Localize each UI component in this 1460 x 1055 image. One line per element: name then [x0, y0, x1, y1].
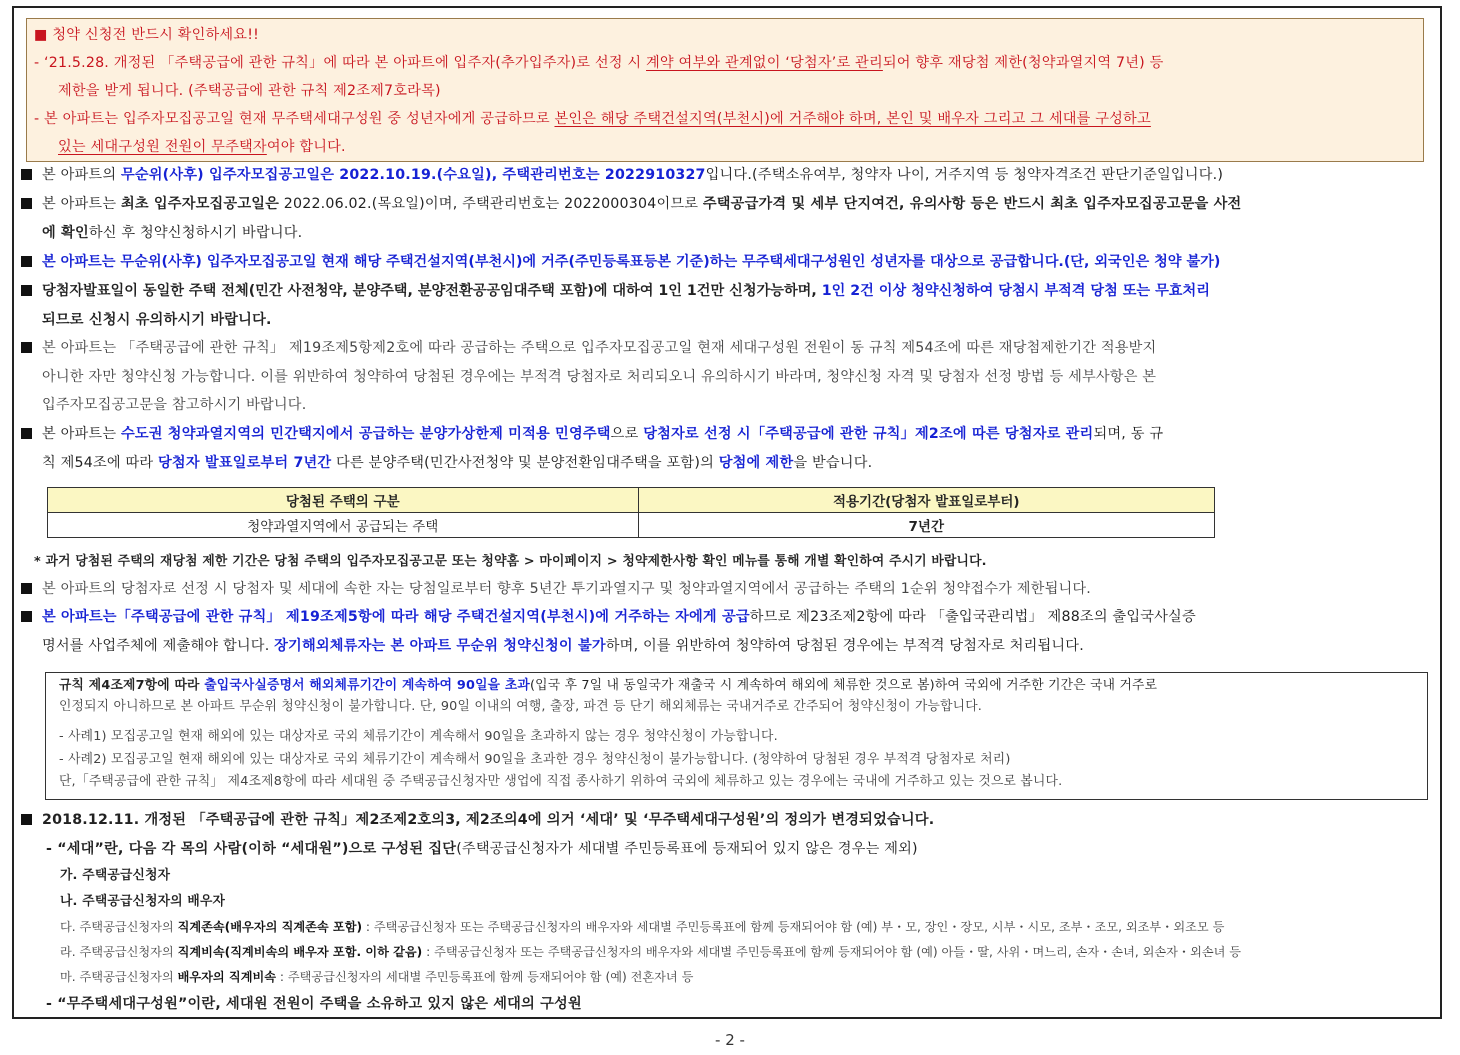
table-header-period: 적용기간(당첨자 발표일로부터)	[638, 488, 1214, 513]
bullet-square-icon	[21, 342, 32, 353]
paragraph-rewin-limit-2: 아니한 자만 청약신청 가능합니다. 이를 위반하여 청약하여 당첨된 경우에는 부적격 당첨자로 처리되오니 유의하시기 바라며, 청약신청 자격 및 당첨자 선정 방법 등 세부사항은 본	[42, 369, 1157, 385]
household-item-ma: 마. 주택공급신청자의 배우자의 직계비속 : 주택공급신청자의 세대별 주민등록표에 함께 등재되어야 함 (예) 전혼자녀 등	[60, 970, 694, 984]
bullet-square-icon	[21, 428, 32, 439]
household-item-na: 나. 주택공급신청자의 배우자	[60, 894, 226, 909]
paragraph-recruitment-date: 본 아파트의 무순위(사후) 입주자모집공고일은 2022.10.19.(수요일), 주택관리번호는 2022910327입니다.(주택소유여부, 청약자 나이, 거주지역 등 청약자격조건 판단기준일입니다.)	[21, 165, 1223, 185]
bullet-square-icon	[21, 611, 32, 622]
bullet-square-icon	[21, 285, 32, 296]
table-header-row	[48, 488, 1215, 513]
notice-title: ■ 청약 신청전 반드시 확인하세요!!	[34, 27, 259, 43]
household-item-da: 다. 주택공급신청자의 직계존속(배우자의 직계존속 포함) : 주택공급신청자 또는 주택공급신청자의 배우자와 세대별 주민등록표에 함께 등재되어야 함 (예) 부・모, 장인・장모, 시부・시모, 조부・조모, 외조부・외조모 등	[60, 920, 1225, 934]
table-header-category: 당첨된 주택의 구분	[48, 488, 639, 513]
rules-exception: 단,「주택공급에 관한 규칙」 제4조제8항에 따라 세대원 중 주택공급신청자만 생업에 직접 종사하기 위하여 국외에 체류하고 있는 경우에는 국내에 거주하고 있는 것으로 봅니다.	[59, 774, 1063, 789]
paragraph-household-definition: 2018.12.11. 개정된 「주택공급에 관한 규칙」제2조제2호의3, 제2조의4에 의거 ‘세대’ 및 ‘무주택세대구성원’의 정의가 변경되었습니다.	[21, 810, 934, 830]
rules-case-2: - 사례2) 모집공고일 현재 해외에 있는 대상자로 국외 체류기간이 계속해서 90일을 초과한 경우 청약신청이 불가능합니다. (청약하여 당첨된 경우 부적격 당첨자로 처리)	[59, 752, 1011, 767]
paragraph-initial-notice-cont: 에 확인하신 후 청약신청하시기 바랍니다.	[42, 225, 303, 241]
notice-line-2: 제한을 받게 됩니다. (주택공급에 관한 규칙 제2조제7호라목)	[58, 83, 441, 99]
footnote-past-win: * 과거 당첨된 주택의 재당첨 제한 기간은 당첨 주택의 입주자모집공고문 또는 청약홈 > 마이페이지 > 청약제한사항 확인 메뉴를 통해 개별 확인하여 주시기 바랍니다.	[34, 554, 987, 569]
rewin-period-table	[47, 487, 1215, 538]
bullet-square-icon	[21, 169, 32, 180]
paragraph-initial-notice: 본 아파트는 최초 입주자모집공고일은 2022.06.02.(목요일)이며, 주택관리번호는 2022000304이므로 주택공급가격 및 세부 단지여건, 유의사항 등은 반드시 최초 입주자모집공고문을 사전	[21, 194, 1241, 214]
paragraph-eligibility: 본 아파트는 무순위(사후) 입주자모집공고일 현재 해당 주택건설지역(부천시)에 거주(주민등록표등본 기준)하는 무주택세대구성원인 성년자를 대상으로 공급합니다.(단, 외국인은 청약 불가)	[21, 252, 1220, 272]
paragraph-rewin-limit-3: 입주자모집공고문을 참고하시기 바랍니다.	[42, 397, 307, 413]
paragraph-residence-cont: 명서를 사업주체에 제출해야 합니다. 장기해외체류자는 본 아파트 무순위 청약신청이 불가하며, 이를 위반하여 청약하여 당첨된 경우에는 부적격 당첨자로 처리됩니다.	[42, 638, 1084, 654]
paragraph-first-rank-limit: 본 아파트의 당첨자로 선정 시 당첨자 및 세대에 속한 자는 당첨일로부터 향후 5년간 투기과열지구 및 청약과열지역에서 공급하는 주택의 1순위 청약접수가 제한됩니다.	[21, 579, 1091, 599]
household-item-ra: 라. 주택공급신청자의 직계비속(직계비속의 배우자 포함. 이하 같음) : 주택공급신청자 또는 주택공급신청자의 배우자와 세대별 주민등록표에 함께 등재되어야 함 (예) 아들・딸, 사위・며느리, 손자・손녀, 외손자・외손녀 등	[60, 945, 1242, 959]
paragraph-rewin-limit: 본 아파트는 「주택공급에 관한 규칙」 제19조제5항제2호에 따라 공급하는 주택으로 입주자모집공고일 현재 세대구성원 전원이 동 규칙 제54조에 따른 재당첨제한기간 적용받지	[21, 338, 1156, 358]
paragraph-metropolitan: 본 아파트는 수도권 청약과열지역의 민간택지에서 공급하는 분양가상한제 미적용 민영주택으로 당첨자로 선정 시「주택공급에 관한 규칙」제2조에 따른 당첨자로 관리되며, 동 규	[21, 424, 1163, 444]
bullet-square-icon	[21, 583, 32, 594]
table-cell-category: 청약과열지역에서 공급되는 주택	[48, 513, 639, 538]
notice-line-3: - 본 아파트는 입주자모집공고일 현재 무주택세대구성원 중 성년자에게 공급하므로 본인은 해당 주택건설지역(부천시)에 거주해야 하며, 본인 및 배우자 그리고 그 세대를 구성하고	[34, 111, 1151, 127]
rules-case-1: - 사례1) 모집공고일 현재 해외에 있는 대상자로 국외 체류기간이 계속해서 90일을 초과하지 않는 경우 청약신청이 가능합니다.	[59, 729, 778, 744]
table-row	[48, 513, 1215, 538]
non-homeowner-definition: - “무주택세대구성원”이란, 세대원 전원이 주택을 소유하고 있지 않은 세대의 구성원	[46, 996, 582, 1012]
paragraph-one-application-cont: 되므로 신청시 유의하시기 바랍니다.	[42, 312, 272, 328]
table-cell-period: 7년간	[638, 513, 1214, 538]
paragraph-one-application: 당첨자발표일이 동일한 주택 전체(민간 사전청약, 분양주택, 분양전환공공임대주택 포함)에 대하여 1인 1건만 신청가능하며, 1인 2건 이상 청약신청하여 당첨시 부적격 당첨 또는 무효처리	[21, 281, 1210, 301]
bullet-square-icon	[21, 814, 32, 825]
bullet-square-icon	[21, 198, 32, 209]
notice-line-1: - ‘21.5.28. 개정된 「주택공급에 관한 규칙」에 따라 본 아파트에 입주자(추가입주자)로 선정 시 계약 여부와 관계없이 ‘당첨자’로 관리되어 향후 재당첨 제한(청약과열지역 7년) 등	[34, 55, 1164, 71]
notice-line-4: 있는 세대구성원 전원이 무주택자여야 합니다.	[58, 139, 346, 155]
bullet-square-icon	[21, 256, 32, 267]
rules-line-1: 규칙 제4조제7항에 따라 출입국사실증명서 해외체류기간이 계속하여 90일을 초과(입국 후 7일 내 동일국가 재출국 시 계속하여 해외에 체류한 것으로 봄)하여 국외에 거주한 기간은 국내 거주로	[59, 678, 1158, 693]
paragraph-metropolitan-cont: 칙 제54조에 따라 당첨자 발표일로부터 7년간 다른 분양주택(민간사전청약 및 분양전환임대주택을 포함)의 당첨에 제한을 받습니다.	[42, 455, 873, 471]
household-item-ga: 가. 주택공급신청자	[60, 868, 171, 883]
rules-line-2: 인정되지 아니하므로 본 아파트 무순위 청약신청이 불가합니다. 단, 90일 이내의 여행, 출장, 파견 등 단기 해외체류는 국내거주로 간주되어 청약신청이 가능합니다.	[59, 699, 983, 714]
page-number: - 2 -	[715, 1031, 745, 1049]
paragraph-residence: 본 아파트는「주택공급에 관한 규칙」 제19조제5항에 따라 해당 주택건설지역(부천시)에 거주하는 자에게 공급하므로 제23조제2항에 따라 「출입국관리법」 제88조의 출입국사실증	[21, 607, 1196, 627]
household-definition-line: - “세대”란, 다음 각 목의 사람(이하 “세대원”)으로 구성된 집단(주택공급신청자가 세대별 주민등록표에 등재되어 있지 않은 경우는 제외)	[46, 841, 918, 857]
